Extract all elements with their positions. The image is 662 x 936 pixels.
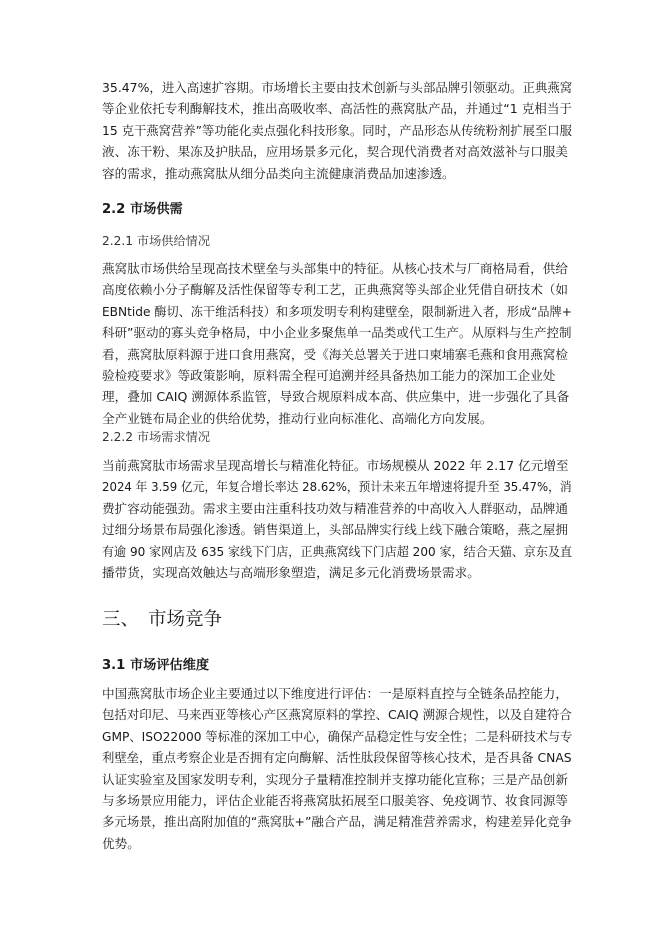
heading-chapter-3: [102, 607, 222, 633]
text-line: 燕窝肽市场供给呈现高技术壁垒与头部集中的特征。从核心技术与厂商格局看，供给: [102, 261, 568, 276]
text-line: GMP、ISO22000 等标准的深加工中心，确保产品稳定性与安全性；二是科研技术与专: [102, 728, 573, 744]
text-line: 优势。: [102, 835, 140, 851]
text-line: 35.47%，进入高速扩容期。市场增长主要由技术创新与头部品牌引领驱动。正典燕窝: [102, 80, 573, 95]
heading-2-2: 2.2 市场供需: [102, 202, 183, 217]
text-line: 费扩容动能强劲。需求主要由注重科技功效与精准营养的中高收入人群驱动，品牌通: [102, 500, 568, 516]
text-line: 15 克干燕窝营养”等功能化卖点强化科技形象。同时，产品形态从传统粉剂扩展至口服: [102, 122, 572, 138]
text-line: 验检疫要求》等政策影响，原料需全程可追溯并经具备热加工能力的深加工企业处: [102, 368, 556, 384]
chapter-title: 市场竞争: [148, 609, 223, 630]
paragraph-supply: [102, 258, 572, 429]
text-line: 多元场景，推出高附加值的“燕窝肽+”融合产品，满足精准营养需求，构建差异化竞争: [102, 814, 572, 830]
text-line: 认证实验室及国家发明专利，实现分子量精准控制并支撑功能化宣称；三是产品创新: [102, 771, 568, 787]
text-line: 利壁垒，重点考察企业是否拥有定向酶解、活性肽段保留等核心技术，是否具备 CNAS: [102, 750, 572, 766]
text-line: 等企业依托专利酶解技术，推出高吸收率、高活性的燕窝肽产品，并通过“1 克相当于: [102, 101, 572, 117]
chapter-number: 三、: [102, 609, 140, 630]
paragraph-demand: [102, 455, 572, 583]
text-line: 中国燕窝肽市场企业主要通过以下维度进行评估：一是原料直控与全链条品控能力，: [102, 686, 568, 701]
text-line: 过细分场景布局强化渗透。销售渠道上，头部品牌实行线上线下融合策略，燕之屋拥: [102, 522, 568, 538]
text-line: EBNtide 酶切、冻干维活科技）和多项发明专利构建壁垒，限制新进入者，形成“品牌+: [102, 303, 572, 319]
text-line: 2024 年 3.59 亿元，年复合增长率达 28.62%，预计未来五年增速将提升至 35.47%，消: [102, 479, 572, 495]
text-line: 有逾 90 家网店及 635 家线下门店，正典燕窝线下门店超 200 家，结合天猫、京东及直: [102, 543, 573, 559]
heading-3-1: 3.1 市场评估维度: [102, 658, 210, 673]
text-line: 高度依赖小分子酶解及活性保留等专利工艺，正典燕窝等头部企业凭借自研技术（如: [102, 282, 568, 298]
paragraph-market-growth: [102, 77, 572, 184]
text-line: 与多场景应用能力，评估企业能否将燕窝肽拓展至口服美容、免疫调节、妆食同源等: [102, 793, 568, 809]
heading-2-2-1: 2.2.1 市场供给情况: [102, 234, 211, 248]
paragraph-evaluation: [102, 683, 572, 854]
text-line: 全产业链布局企业的供给优势，推动行业向标准化、高端化方向发展。: [102, 410, 493, 426]
text-line: 包括对印尼、马来西亚等核心产区燕窝原料的掌控、CAIQ 溯源合规性，以及自建符合: [102, 707, 572, 723]
text-line: 科研”驱动的寡头竞争格局，中小企业多聚焦单一品类或代工生产。从原料与生产控制: [102, 325, 572, 341]
text-line: 看，燕窝肽原料源于进口食用燕窝，受《海关总署关于进口柬埔寨毛燕和食用燕窝检: [102, 346, 568, 362]
text-line: 容的需求，推动燕窝肽从细分品类向主流健康消费品加速渗透。: [102, 165, 455, 181]
text-line: 当前燕窝肽市场需求呈现高增长与精准化特征。市场规模从 2022 年 2.17 亿元增至: [102, 458, 569, 473]
text-line: 液、冻干粉、果冻及护肤品，应用场景多元化，契合现代消费者对高效滋补与口服美: [102, 144, 568, 160]
text-line: 播带货，实现高效触达与高端形象塑造，满足多元化消费场景需求。: [102, 565, 480, 581]
heading-2-2-2: 2.2.2 市场需求情况: [102, 430, 211, 444]
text-line: 理，叠加 CAIQ 溯源体系监管，导致合规原料成本高、供应集中，进一步强化了具备: [102, 389, 570, 405]
